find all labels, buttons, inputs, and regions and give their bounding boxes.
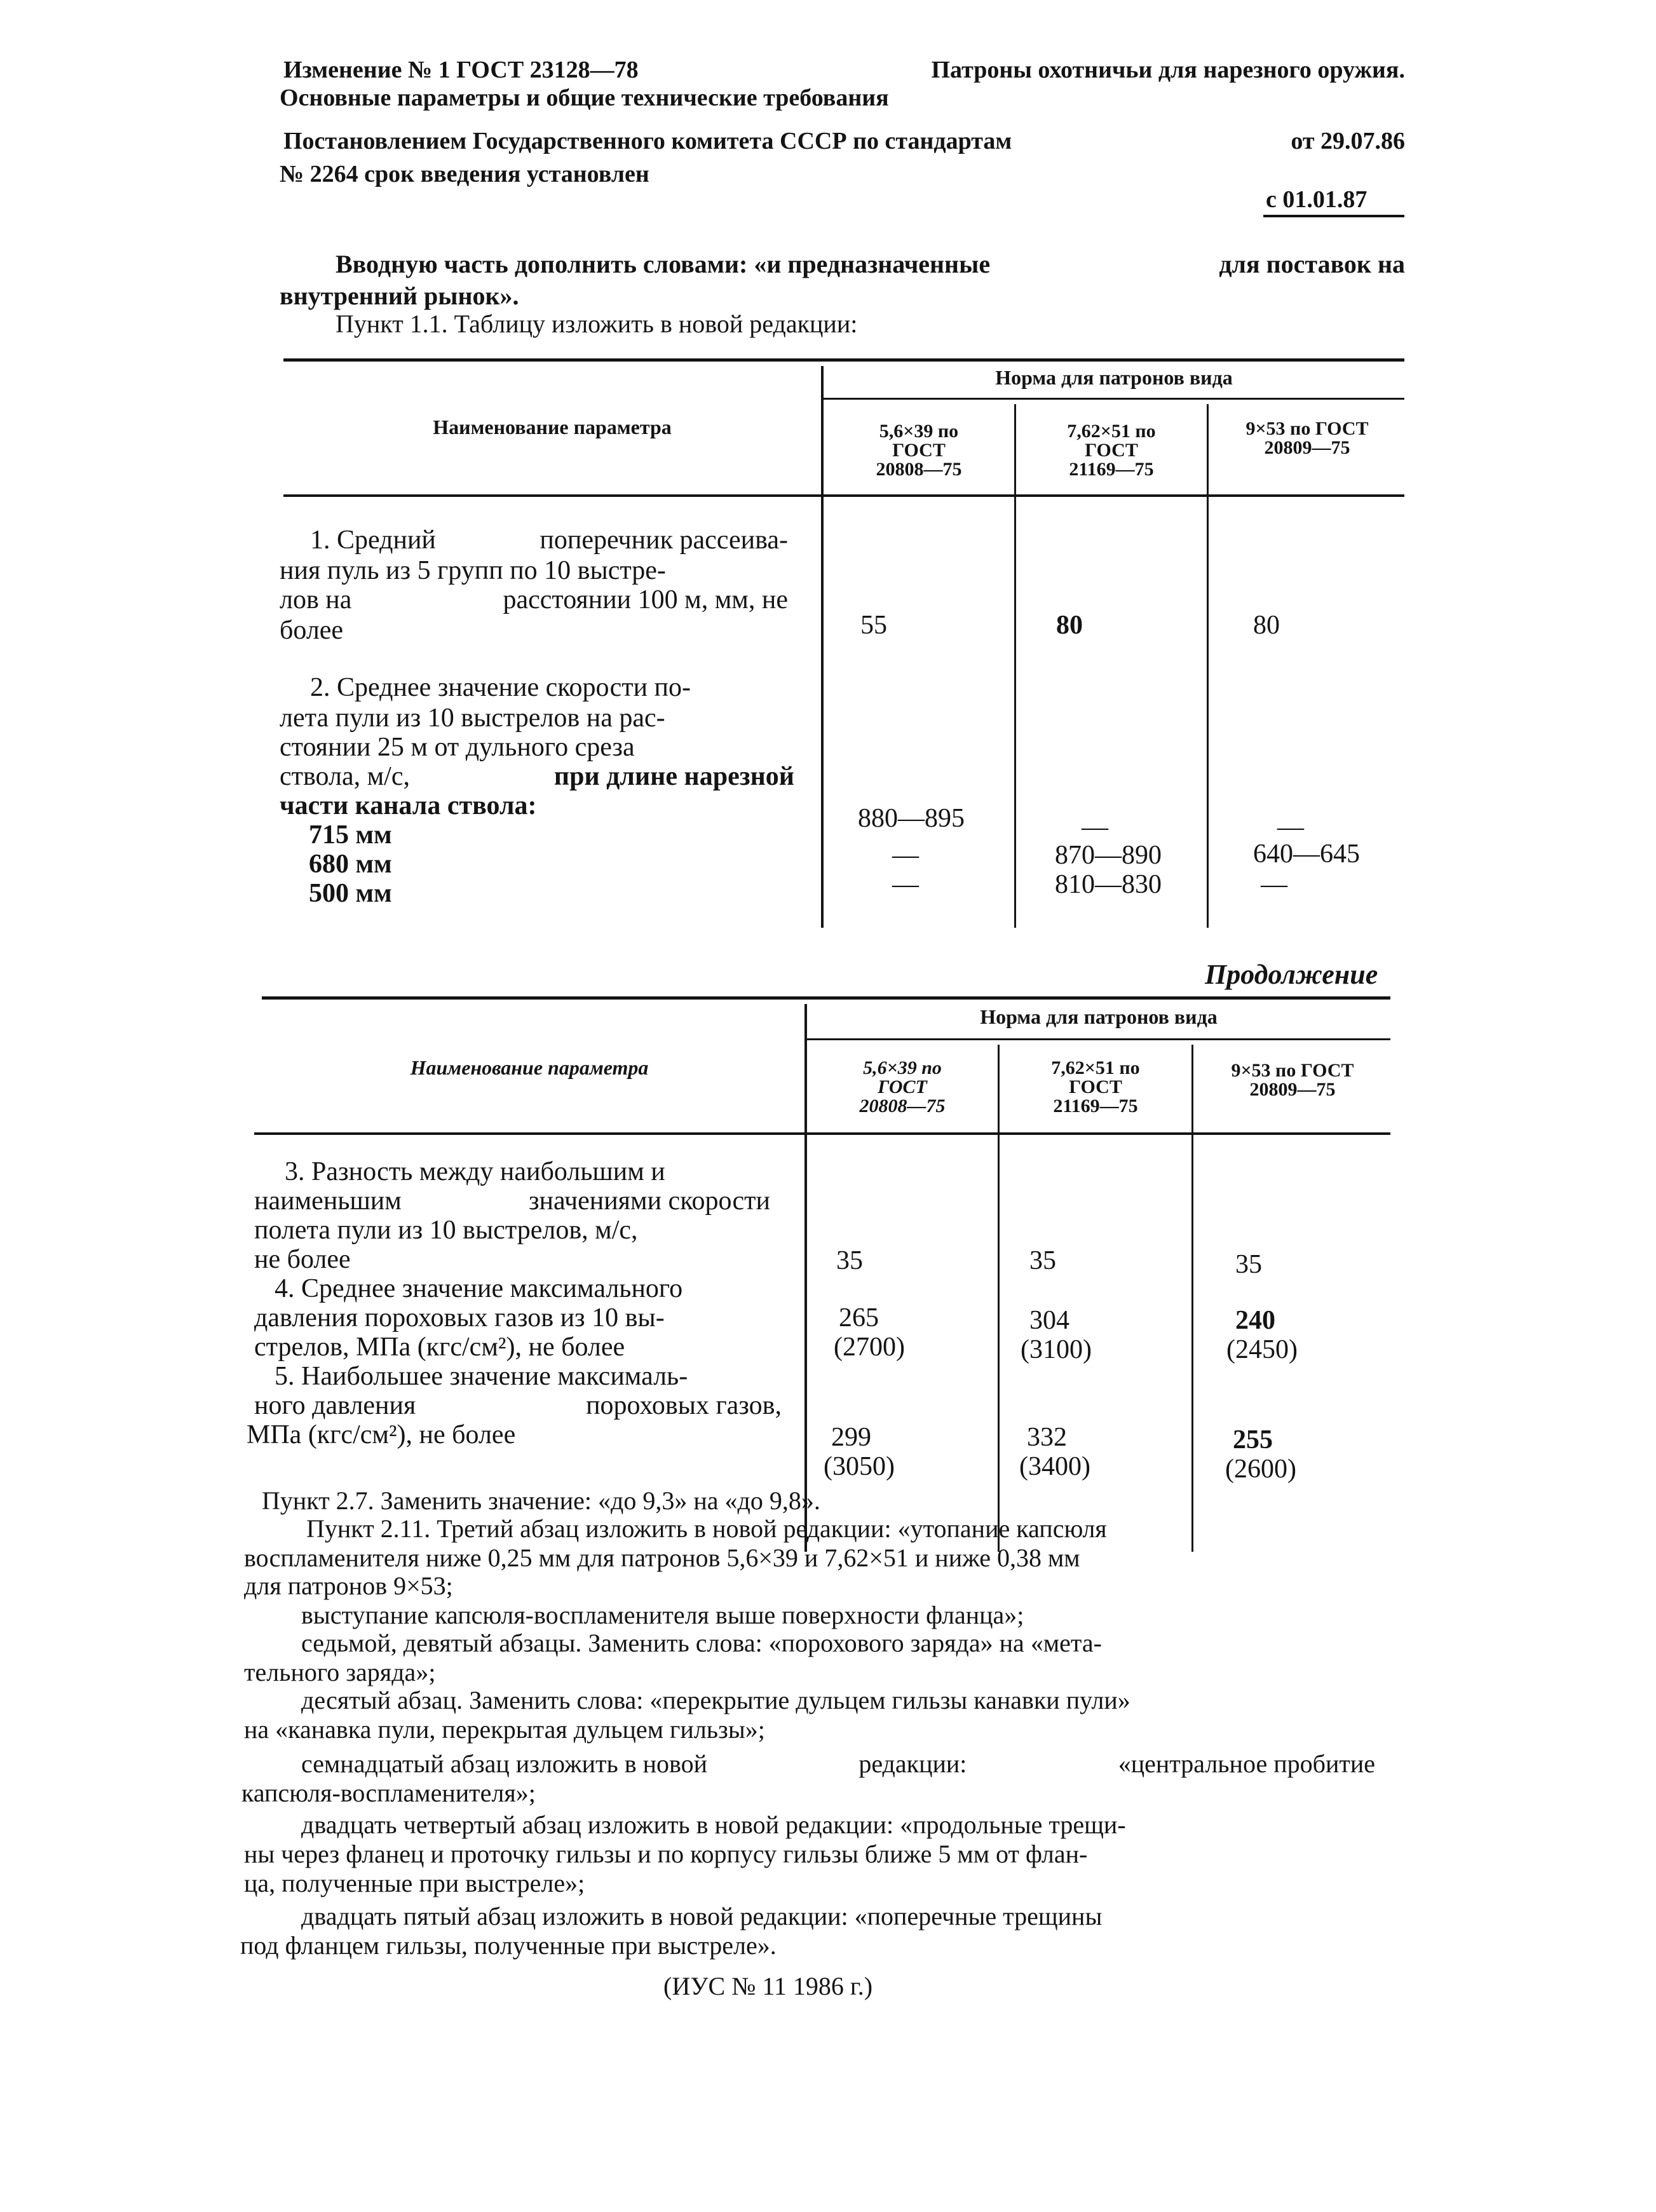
table-1-col-divider-2 <box>1207 404 1209 928</box>
table-1-group-rule <box>824 398 1404 400</box>
paragraph-twenty-fifth: двадцать пятый абзац изложить в новой редакции: «поперечные трещины <box>301 1902 1103 1930</box>
table-2-col-divider-2 <box>1191 1045 1193 1552</box>
table-1-group-header: Норма для патронов вида <box>995 366 1233 389</box>
continuation-label: Продолжение <box>1205 959 1378 990</box>
speed-value: 870—890 <box>1055 841 1162 870</box>
table-1-param-header: Наименование параметра <box>433 416 672 438</box>
standard-title: Патроны охотничьи для нарезного оружия. <box>931 57 1405 83</box>
header-line-2: Основные параметры и общие технические требования <box>280 85 889 111</box>
table-2-header-rule <box>254 1132 1390 1135</box>
table-2-row-3-value: 35 <box>836 1246 863 1275</box>
speed-value: 640—645 <box>1253 839 1360 869</box>
document-page: Изменение № 1 ГОСТ 23128—78 Патроны охотничьи для нарезного оружия. Основные параметры и общие технические требования Постановлением Государственного комитета СССР по стандартам от 29.07.86 № 2264 срок введения установлен с 01.01.87 Вводную часть дополнить словами: «и предназначенные для поставок на внутренний рынок». Пункт 1.1. Таблицу изложить в новой редакции: Наименование параметра Норма для патронов вида 5,6×39 по ГОСТ 20808—75 7,62×51 по ГОСТ 21169—75 9×53 по ГОСТ 20809—75 1. Средний поперечник рассеива- ния пуль из 5 групп по 10 выстре- лов на расстоянии 100 м, мм, не более 55 80 80 2. Среднее значение скорости по- лета пули из 10 выстрелов на рас- стоянии 25 м от дульного среза ствола, м/с, при длине нарезной части канала ствола: 715 мм 880—895 — — 680 мм — 870—890 640—645 500 мм — 810—830 — Продолжение Наименование параметра Норма для патронов вида 5,6×39 по ГОСТ 20808—75 7,62×51 по ГОСТ 21169—75 9×53 по ГОСТ 20809—75 3. Разность между наибольшим и наименьшим значениями скорости полета пули из 10 выстрелов, м/с, не более 35 35 35 4. Среднее значение максимального давления пороховых газов из 10 вы- стрелов, МПа (кгс/см²), не более 265 (2700) 304 (3100) 240 (2450) 5. Наибольшее значение максималь- ного давления пороховых газов, МПа (кгс/см²), не более 299 (3050) 332 (3400) 255 (2600) Пункт 2.7. Заменить значение: «до 9,3» на «до 9,8». Пункт 2.11. Третий абзац изложить в новой редакции: «утопание капсюля воспламенителя ниже 0,25 мм для патронов 5,6×39 и 7,62×51 и ниже 0,38 мм для патронов 9×53; выступание капсюля-воспламенителя выше поверхности фланца»; седьмой, девятый абзацы. Заменить слова: «порохового заряда» на «мета- тельного заряда»; десятый абзац. Заменить слова: «перекрытие дульцем гильзы канавки пули» на «канавка пули, перекрытая дульцем гильзы»; семнадцатый абзац изложить в новой редакции: «центральное пробитие капсюля-воспламенителя»; двадцать четвертый абзац изложить в новой редакции: «продольные трещи- ны через фланец и проточку гильзы и по корпусу гильзы ближе 5 мм от флан- ца, полученные при выстреле»; двадцать пятый абзац изложить в новой редакции: «поперечные трещины под фланцем гильзы, полученные при выстреле». (ИУС № 11 1986 г.) <box>240 57 1405 2000</box>
intro-line-2: внутренний рынок». <box>280 282 519 310</box>
decree-date: от 29.07.86 <box>1291 128 1405 154</box>
header-line-3 <box>283 127 1405 155</box>
table-2-col-1-header: 5,6×39 по ГОСТ 20808—75 <box>859 1057 946 1116</box>
speed-value: — <box>1261 870 1287 899</box>
table-2-row-3-value: 35 <box>1029 1246 1056 1275</box>
length-label: 680 мм <box>309 850 392 879</box>
date-underline <box>1263 215 1404 217</box>
speed-value: — <box>1082 813 1108 842</box>
speed-value: 810—830 <box>1055 870 1162 899</box>
table-1-col-divider-1 <box>1014 404 1016 928</box>
effective-date: с 01.01.87 <box>1266 186 1368 213</box>
table-2-col-divider-1 <box>998 1045 1000 1552</box>
source-footer: (ИУС № 11 1986 г.) <box>663 1972 873 2000</box>
table-2-col-3-header: 9×53 по ГОСТ 20809—75 <box>1231 1060 1354 1100</box>
header-line-4: № 2264 срок введения установлен <box>280 161 649 187</box>
paragraph-2-11: Пункт 2.11. Третий абзац изложить в новой редакции: «утопание капсюля <box>306 1514 1107 1543</box>
length-label: 715 мм <box>309 820 392 850</box>
table-1-col-2-header: 7,62×51 по ГОСТ 21169—75 <box>1067 421 1156 480</box>
length-label: 500 мм <box>309 879 392 908</box>
paragraph-protrusion: выступание капсюля-воспламенителя выше поверхности фланца»; <box>301 1601 1024 1629</box>
table-2-param-divider <box>804 1004 807 1552</box>
table-2-group-header: Норма для патронов вида <box>980 1005 1218 1028</box>
table-1-col-3-header: 9×53 по ГОСТ 20809—75 <box>1245 418 1369 458</box>
paragraph-seventeenth: семнадцатый абзац изложить в новой редакции: «центральное пробитие <box>301 1749 1375 1778</box>
intro-line-3: Пункт 1.1. Таблицу изложить в новой редакции: <box>336 309 858 338</box>
speed-value: — <box>892 841 919 870</box>
speed-value: — <box>892 870 919 899</box>
paragraph-twenty-fourth: двадцать четвертый абзац изложить в новой редакции: «продольные трещи- <box>301 1810 1126 1839</box>
paragraph-seventh: седьмой, девятый абзацы. Заменить слова: «порохового заряда» на «мета- <box>301 1629 1102 1657</box>
table-2-param-header: Наименование параметра <box>410 1056 649 1079</box>
table-1-row-1-value: 80 <box>1056 611 1083 640</box>
table-2-group-rule <box>807 1038 1390 1040</box>
intro-line-1: Вводную часть дополнить словами: «и предназначенные для поставок на <box>336 250 1405 278</box>
paragraph-2-7: Пункт 2.7. Заменить значение: «до 9,3» на «до 9,8». <box>262 1486 820 1515</box>
speed-value: 880—895 <box>858 804 965 833</box>
table-2-col-2-header: 7,62×51 по ГОСТ 21169—75 <box>1051 1057 1140 1116</box>
table-1-row-1-value: 55 <box>860 611 887 640</box>
header-line-1 <box>283 56 1405 84</box>
table-1-header-rule <box>283 494 1404 497</box>
table-2-top-rule <box>262 996 1390 1000</box>
table-1-param-divider <box>821 366 824 928</box>
table-1-col-1-header: 5,6×39 по ГОСТ 20808—75 <box>876 421 962 480</box>
decree-text: Постановлением Государственного комитета СССР по стандартам <box>283 128 1012 154</box>
table-2-row-3-value: 35 <box>1235 1250 1262 1279</box>
amendment-title: Изменение № 1 ГОСТ 23128—78 <box>283 57 639 83</box>
paragraph-tenth: десятый абзац. Заменить слова: «перекрытие дульцем гильзы канавки пули» <box>301 1686 1130 1714</box>
speed-value: — <box>1277 813 1304 842</box>
table-1-row-1-value: 80 <box>1253 611 1280 640</box>
table-1-top-rule <box>283 358 1404 362</box>
